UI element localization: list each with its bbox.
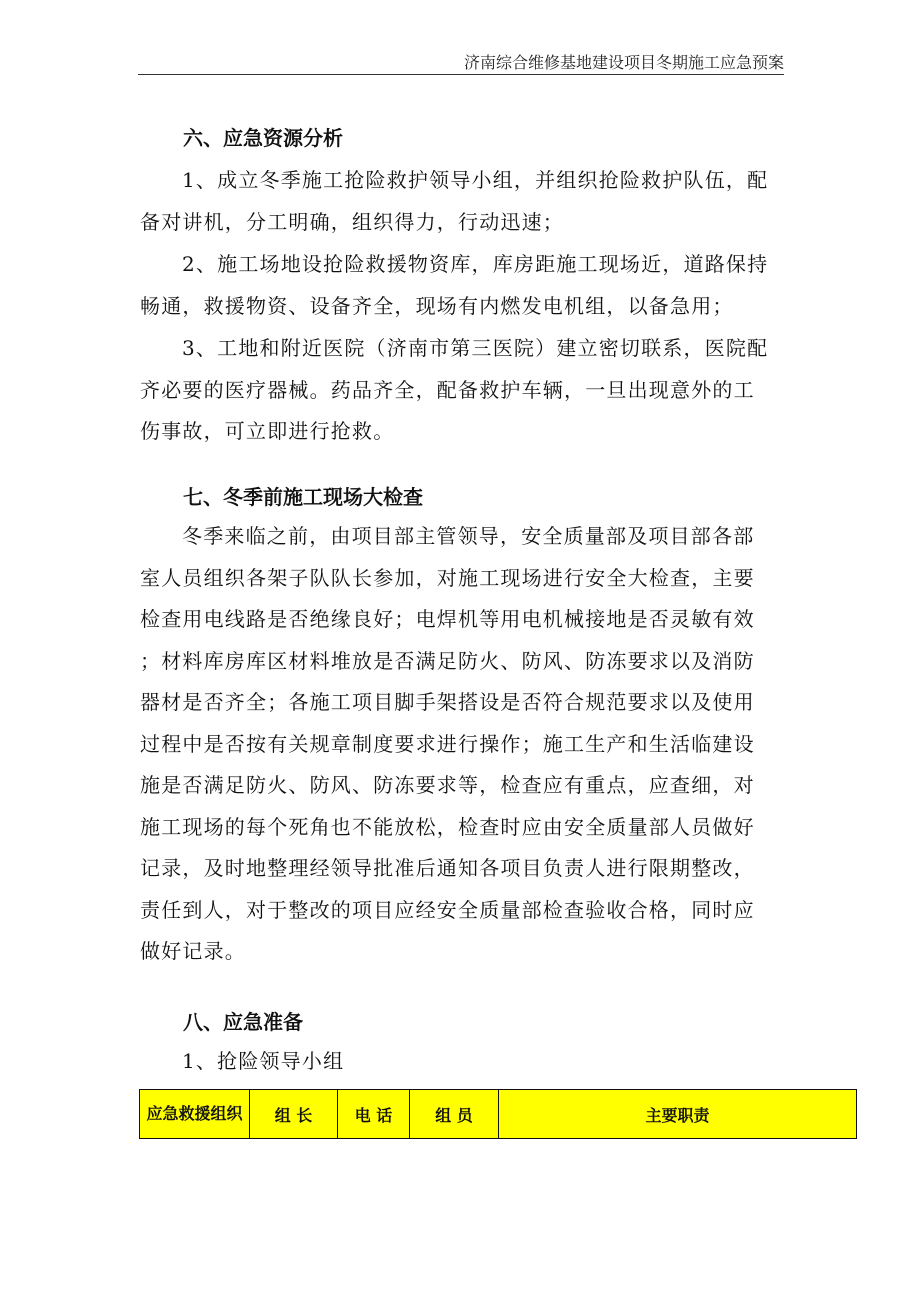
section-heading-8: 八、应急准备 (183, 1010, 303, 1034)
text-line: 3、工地和附近医院（济南市第三医院）建立密切联系，医院配 (182, 336, 769, 360)
paragraph (140, 244, 780, 327)
text-line: 2、施工场地设抢险救援物资库，库房距施工现场近，道路保持 (182, 252, 769, 276)
table-header-row (140, 1090, 857, 1139)
text-line: 冬季来临之前，由项目部主管领导，安全质量部及项目部各部 (182, 524, 755, 548)
text-line: 施是否满足防火、防风、防冻要求等，检查应有重点，应查细，对 (140, 773, 755, 797)
column-header: 主要职责 (499, 1090, 857, 1139)
text-line: 做好记录。 (140, 939, 246, 963)
column-header: 应急救援组织 (140, 1090, 250, 1139)
text-line: 齐必要的医疗器械。药品齐全，配备救护车辆，一旦出现意外的工 (140, 377, 755, 402)
column-header: 电 话 (338, 1090, 410, 1139)
text-line: 1、成立冬季施工抢险救护领导小组，并组织抢险救护队伍，配 (182, 168, 769, 192)
column-header: 组 长 (250, 1090, 338, 1139)
text-line: 责任到人，对于整改的项目应经安全质量部检查验收合格，同时应 (140, 897, 755, 922)
text-line: 检查用电线路是否绝缘良好；电焊机等用电机械接地是否灵敏有效 (140, 607, 755, 631)
text-line: 施工现场的每个死角也不能放松，检查时应由安全质量部人员做好 (140, 814, 755, 839)
section-heading-6: 六、应急资源分析 (183, 126, 343, 150)
paragraph (140, 1041, 780, 1083)
text-line: 室人员组织各架子队队长参加，对施工现场进行安全大检查，主要 (140, 565, 755, 590)
text-line: 1、抢险领导小组 (182, 1049, 345, 1073)
text-line: 记录，及时地整理经领导批准后通知各项目负责人进行限期整改， (140, 856, 755, 880)
paragraph (140, 160, 780, 243)
text-line: 伤事故，可立即进行抢救。 (140, 419, 395, 443)
section-heading-7: 七、冬季前施工现场大检查 (183, 485, 423, 509)
paragraph (140, 516, 780, 973)
text-line: 畅通，救援物资、设备齐全，现场有内燃发电机组，以备急用； (140, 293, 734, 318)
document-title: 济南综合维修基地建设项目冬期施工应急预案 (463, 53, 784, 72)
text-line: 器材是否齐全；各施工项目脚手架搭设是否符合规范要求以及使用 (140, 690, 755, 714)
emergency-team-table (139, 1089, 857, 1139)
text-line: 过程中是否按有关规章制度要求进行操作；施工生产和生活临建设 (140, 731, 755, 756)
paragraph (140, 328, 780, 453)
column-header: 组 员 (410, 1090, 499, 1139)
text-line: ；材料库房库区材料堆放是否满足防火、防风、防冻要求以及消防 (140, 648, 755, 673)
text-line: 备对讲机，分工明确，组织得力，行动迅速； (140, 209, 564, 234)
header-divider (138, 74, 784, 75)
